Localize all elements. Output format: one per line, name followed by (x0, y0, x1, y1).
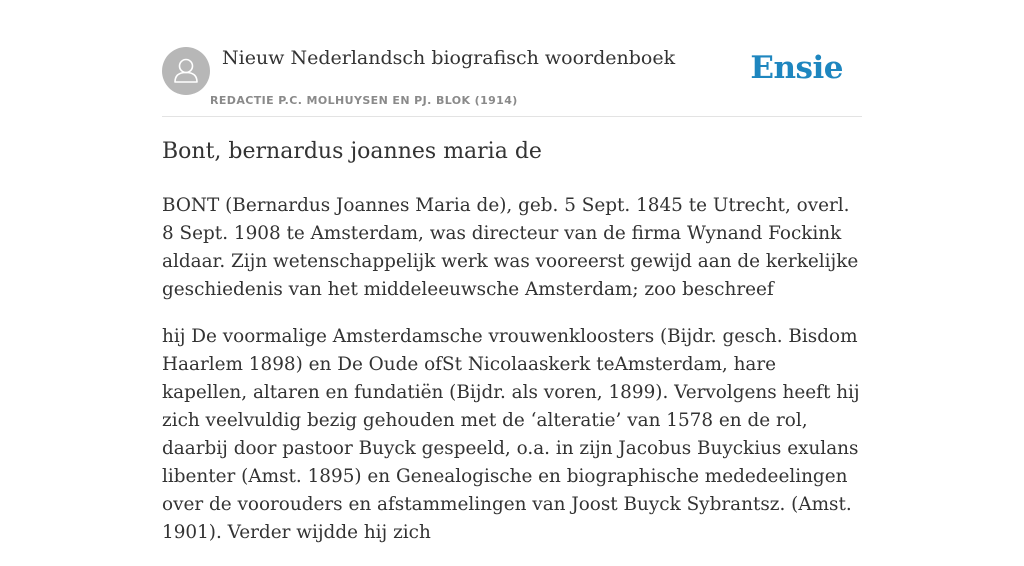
user-avatar-icon[interactable] (162, 47, 210, 95)
source-title[interactable]: Nieuw Nederlandsch biografisch woordenboek (222, 47, 676, 69)
ensie-logo[interactable]: Ensie (750, 50, 843, 86)
entry-paragraph: BONT (Bernardus Joannes Maria de), geb. 5 Sept. 1845 te Utrecht, overl. 8 Sept. 1908 te Amsterdam, was directeur van de firma Wynand Fockink aldaar. Zijn wetenschappelijk werk was vooreerst gewijd aan de kerkelijke geschiedenis van het middeleeuwsche Amsterdam; zoo beschreef (162, 195, 859, 300)
entry-paragraph: hij De voormalige Amsterdamsche vrouwenkloosters (Bijdr. gesch. Bisdom Haarlem 1898) en De Oude ofSt Nicolaaskerk teAmsterdam, hare kapellen, altaren en fundatiën (Bijdr. als voren, 1899). Vervolgens heeft hij zich veelvuldig bezig gehouden met de ‘alteratie’ van 1578 en de rol, daarbij door pastoor Buyck gespeeld, o.a. in zijn Jacobus Buyckius exulans libenter (Amst. 1895) en Genealogische en biographische mededeelingen over de voorouders en afstammelingen van Joost Buyck Sybrantsz. (Amst. 1901). Verder wijdde hij zich (162, 326, 860, 543)
user-outline-icon (162, 47, 210, 95)
source-editors: REDACTIE P.C. MOLHUYSEN EN PJ. BLOK (1914) (210, 94, 518, 107)
source-header (162, 40, 862, 117)
entry-body (162, 192, 864, 566)
entry-title: Bont, bernardus joannes maria de (162, 139, 542, 164)
